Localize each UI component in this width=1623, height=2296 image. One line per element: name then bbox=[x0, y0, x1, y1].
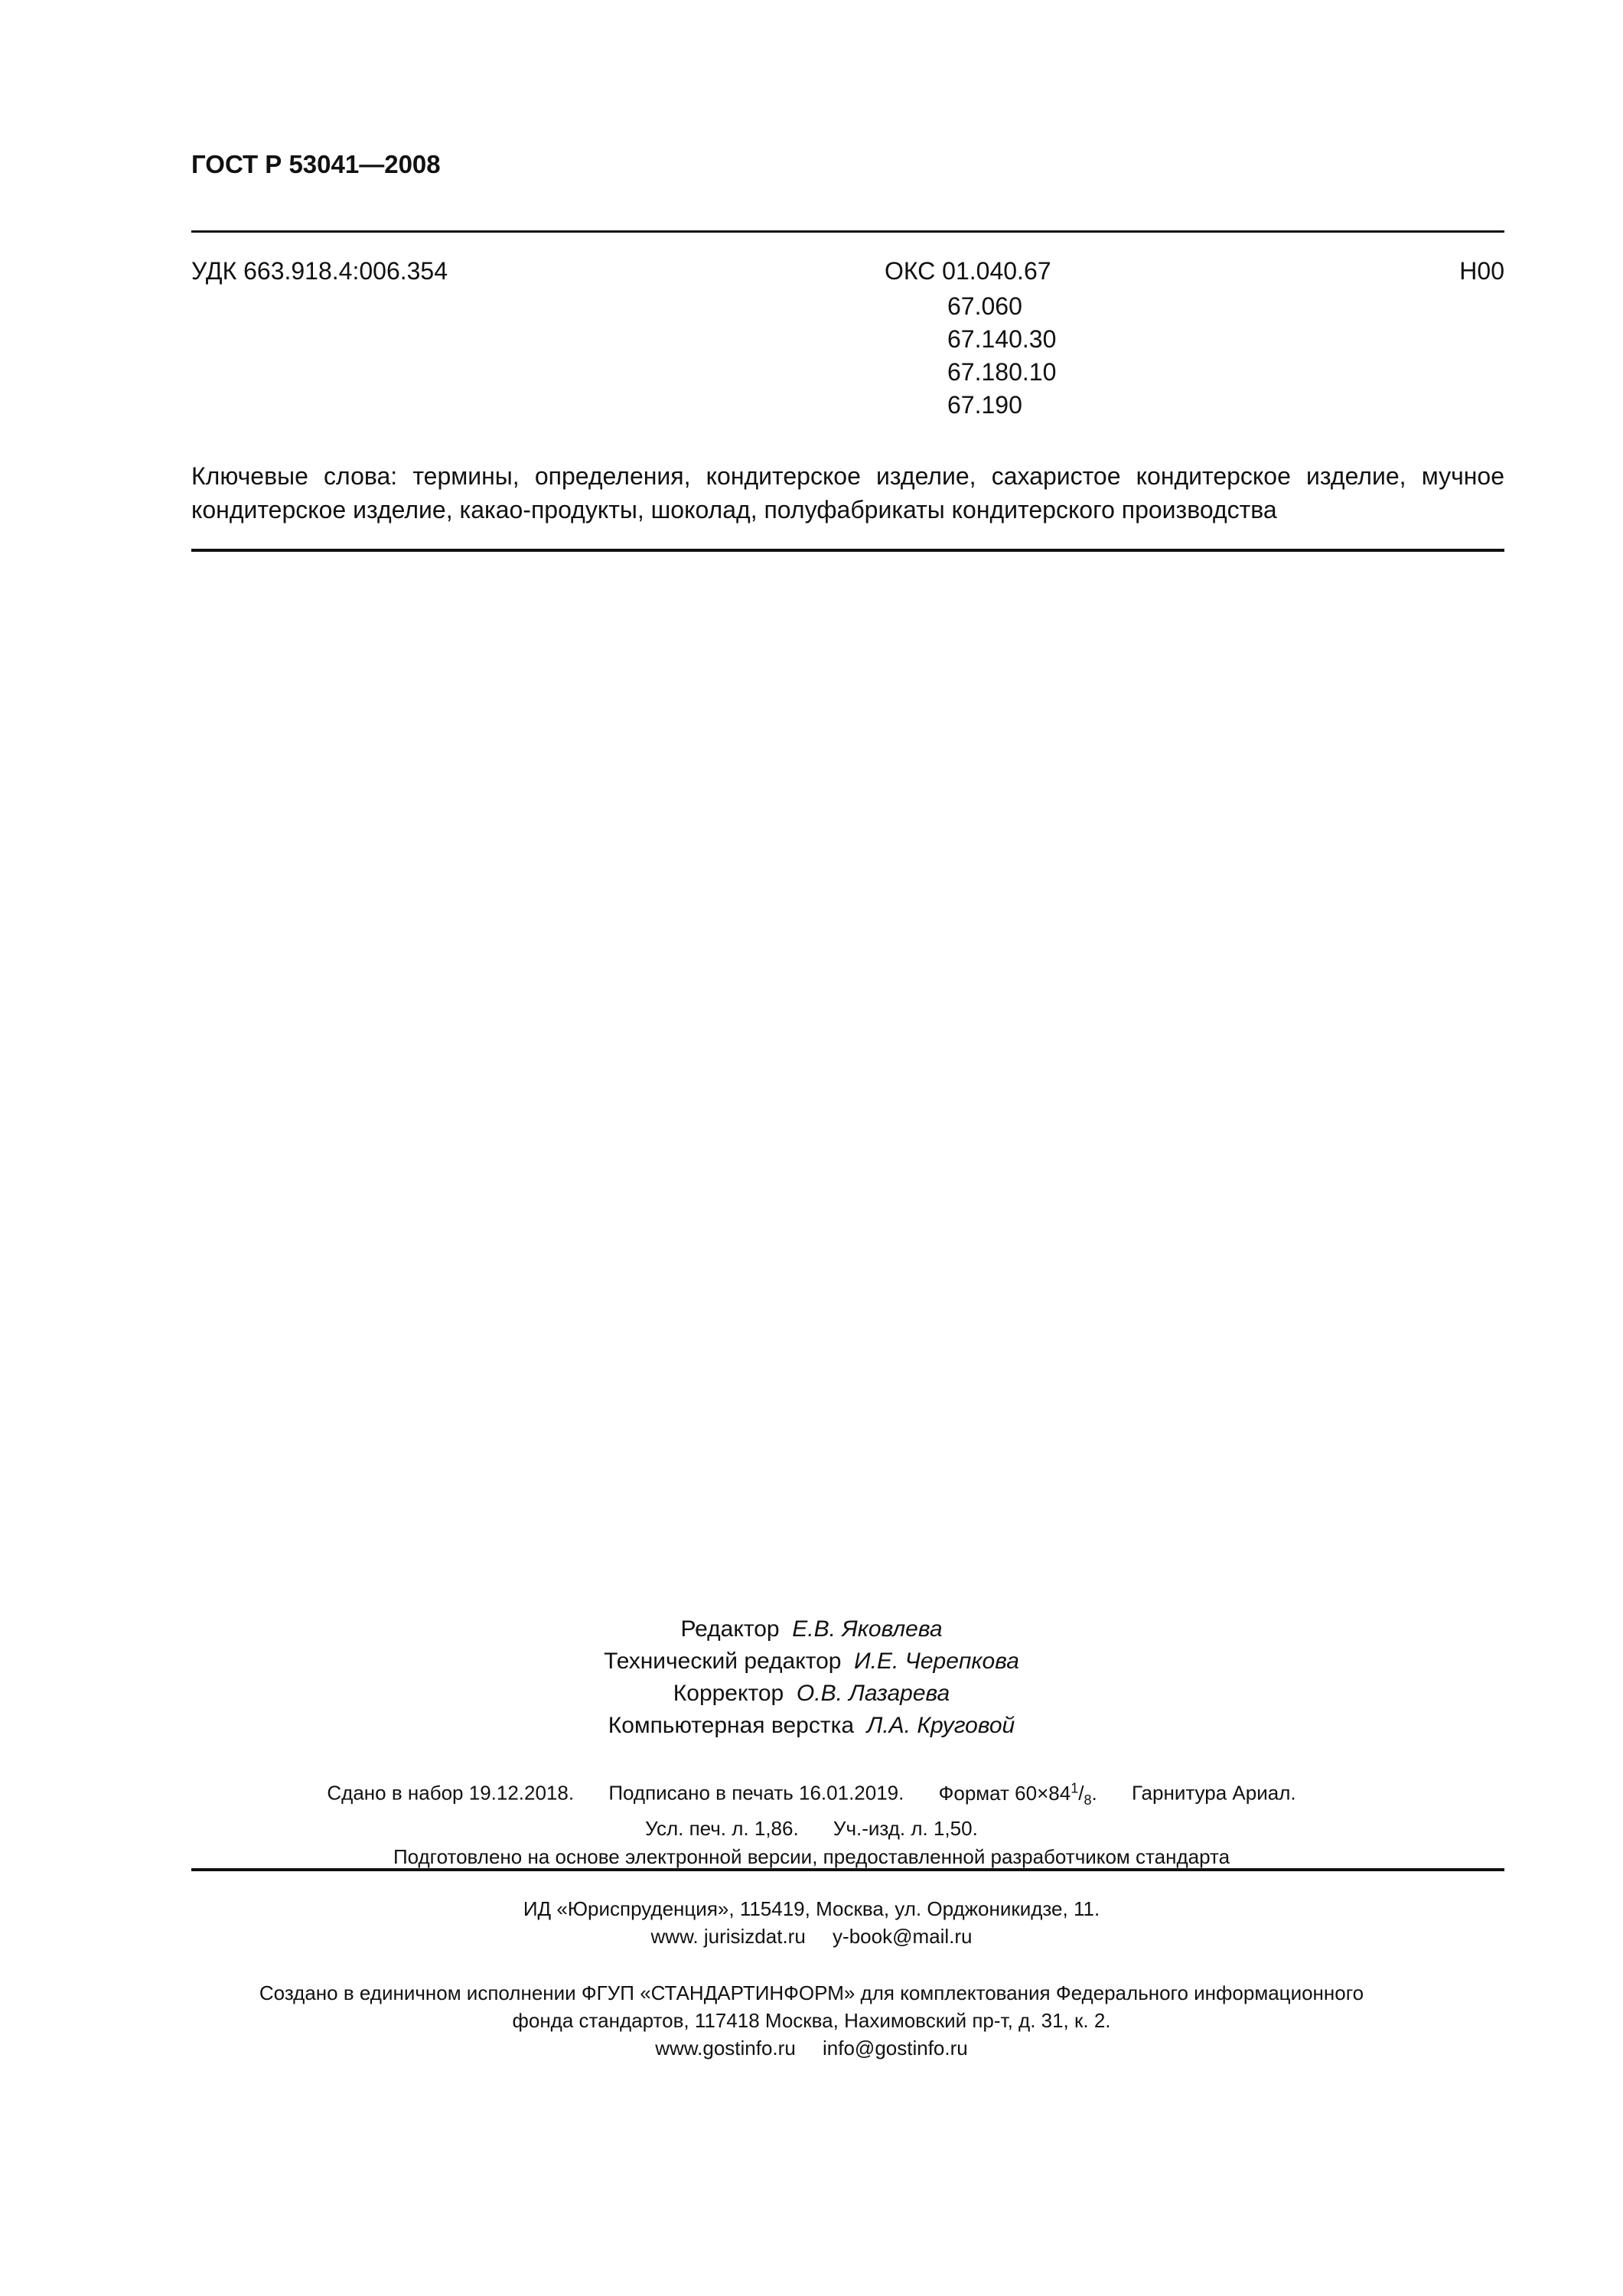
creator-email[interactable]: info@gostinfo.ru bbox=[823, 2037, 968, 2060]
staff-role: Корректор bbox=[673, 1681, 784, 1706]
standard-number: ГОСТ Р 53041—2008 bbox=[191, 150, 441, 178]
udk-code: УДК 663.918.4:006.354 bbox=[191, 257, 448, 285]
oks-code: 67.140.30 bbox=[947, 325, 1057, 353]
oks-code: 67.180.10 bbox=[947, 358, 1057, 386]
creator-info bbox=[0, 1979, 1623, 2062]
pub-sheets: Уч.-изд. л. 1,50. bbox=[833, 1816, 978, 1840]
publisher-email[interactable]: y-book@mail.ru bbox=[833, 1925, 973, 1948]
creator-website[interactable]: www.gostinfo.ru bbox=[655, 2037, 796, 2060]
print-sheets: Усл. печ. л. 1,86. bbox=[645, 1816, 799, 1840]
staff-row bbox=[0, 1710, 1623, 1742]
oks-code: 67.060 bbox=[947, 292, 1022, 320]
print-imprint bbox=[0, 1774, 1623, 1871]
staff-row bbox=[0, 1613, 1623, 1645]
keywords-paragraph: Ключевые слова: термины, определения, кондитерское изделие, сахаристое кондитерское изделие, мучное кондитерское изделие, какао-продукты, шоколад, полуфабрикаты кондитерского производства bbox=[191, 462, 1504, 523]
staff-role: Технический редактор bbox=[604, 1649, 842, 1674]
class-code: Н00 bbox=[1459, 257, 1504, 285]
oks-code-primary: ОКС 01.040.67 bbox=[885, 257, 1051, 285]
publisher-contacts bbox=[0, 1923, 1623, 1950]
prepared-note: Подготовлено на основе электронной версии, предоставленной разработчиком стандарта bbox=[393, 1844, 1230, 1868]
staff-role: Компьютерная верстка bbox=[608, 1713, 855, 1738]
oks-code: 67.190 bbox=[947, 391, 1022, 419]
signed-date: Подписано в печать 16.01.2019. bbox=[608, 1781, 904, 1805]
imprint-divider bbox=[191, 1868, 1504, 1871]
typeface: Гарнитура Ариал. bbox=[1131, 1781, 1296, 1805]
staff-name: О.В. Лазарева bbox=[796, 1681, 950, 1706]
oks-code-list bbox=[947, 257, 1056, 422]
staff-name: Е.В. Яковлева bbox=[792, 1616, 943, 1642]
staff-row bbox=[0, 1678, 1623, 1710]
creator-line: Создано в единичном исполнении ФГУП «СТАНДАРТИНФОРМ» для комплектования Федерального информационного bbox=[259, 1981, 1364, 2004]
imprint-line bbox=[0, 1774, 1623, 1815]
staff-role: Редактор bbox=[680, 1616, 780, 1642]
staff-name: Л.А. Круговой bbox=[866, 1713, 1015, 1738]
paper-format: Формат $60\times 84^1/_8$. bbox=[938, 1780, 1097, 1808]
submitted-date: Сдано в набор 19.12.2018. bbox=[327, 1781, 575, 1805]
keywords-divider bbox=[191, 549, 1504, 552]
creator-contacts bbox=[0, 2034, 1623, 2062]
publisher-address: ИД «Юриспруденция», 115419, Москва, ул. Орджоникидзе, 11. bbox=[523, 1897, 1100, 1920]
staff-row bbox=[0, 1645, 1623, 1678]
imprint-line bbox=[0, 1815, 1623, 1843]
publisher-info bbox=[0, 1895, 1623, 1950]
staff-name: И.Е. Черепкова bbox=[854, 1649, 1019, 1674]
header-divider bbox=[191, 230, 1504, 233]
creator-line: фонда стандартов, 117418 Москва, Нахимовский пр-т, д. 31, к. 2. bbox=[512, 2009, 1111, 2032]
staff-credits bbox=[0, 1613, 1623, 1742]
publisher-website[interactable]: www. jurisizdat.ru bbox=[650, 1925, 806, 1948]
